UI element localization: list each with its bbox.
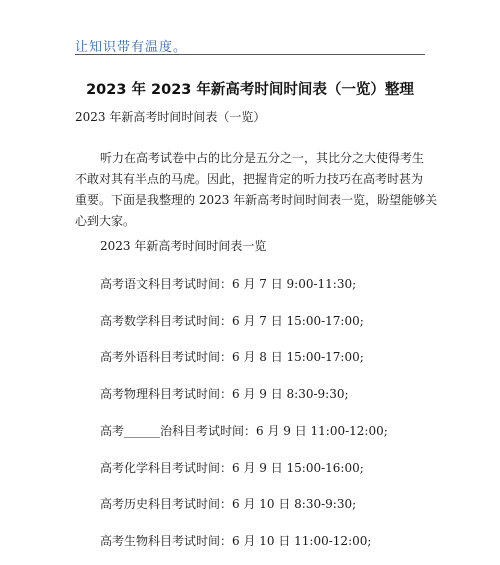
schedule-item: 高考外语科目考试时间：6 月 8 日 15:00-17:00; [100,350,364,364]
schedule-item: 高考语文科目考试时间：6 月 7 日 9:00-11:30; [100,277,357,291]
header-slogan: 让知识带有温度。 [75,40,188,55]
schedule-item: 高考______治科目考试时间：6 月 9 日 11:00-12:00; [100,424,388,438]
header-divider [75,54,425,55]
document-subtitle: 2023 年新高考时间时间表（一览） [75,110,266,124]
paragraph-line: 重要。下面是我整理的 2023 年新高考时间时间表一览，盼望能够关 [75,193,438,207]
paragraph-line: 听力在高考试卷中占的比分是五分之一，其比分之大使得考生 [100,151,425,165]
schedule-item: 高考数学科目考试时间：6 月 7 日 15:00-17:00; [100,314,364,328]
paragraph-line: 心到大家。 [75,214,136,228]
schedule-item: 高考物理科目考试时间：6 月 9 日 8:30-9:30; [100,387,349,401]
schedule-item: 高考历史科目考试时间：6 月 10 日 8:30-9:30; [100,497,357,511]
schedule-item: 高考化学科目考试时间：6 月 9 日 15:00-16:00; [100,461,364,475]
paragraph-line: 不敢对其有半点的马虎。因此，把握肯定的听力技巧在高考时甚为 [75,172,424,186]
list-heading: 2023 年新高考时间时间表一览 [100,239,267,253]
document-title: 2023 年 2023 年新高考时间时间表（一览）整理 [86,82,414,98]
schedule-item: 高考生物科目考试时间：6 月 10 日 11:00-12:00; [100,534,372,548]
